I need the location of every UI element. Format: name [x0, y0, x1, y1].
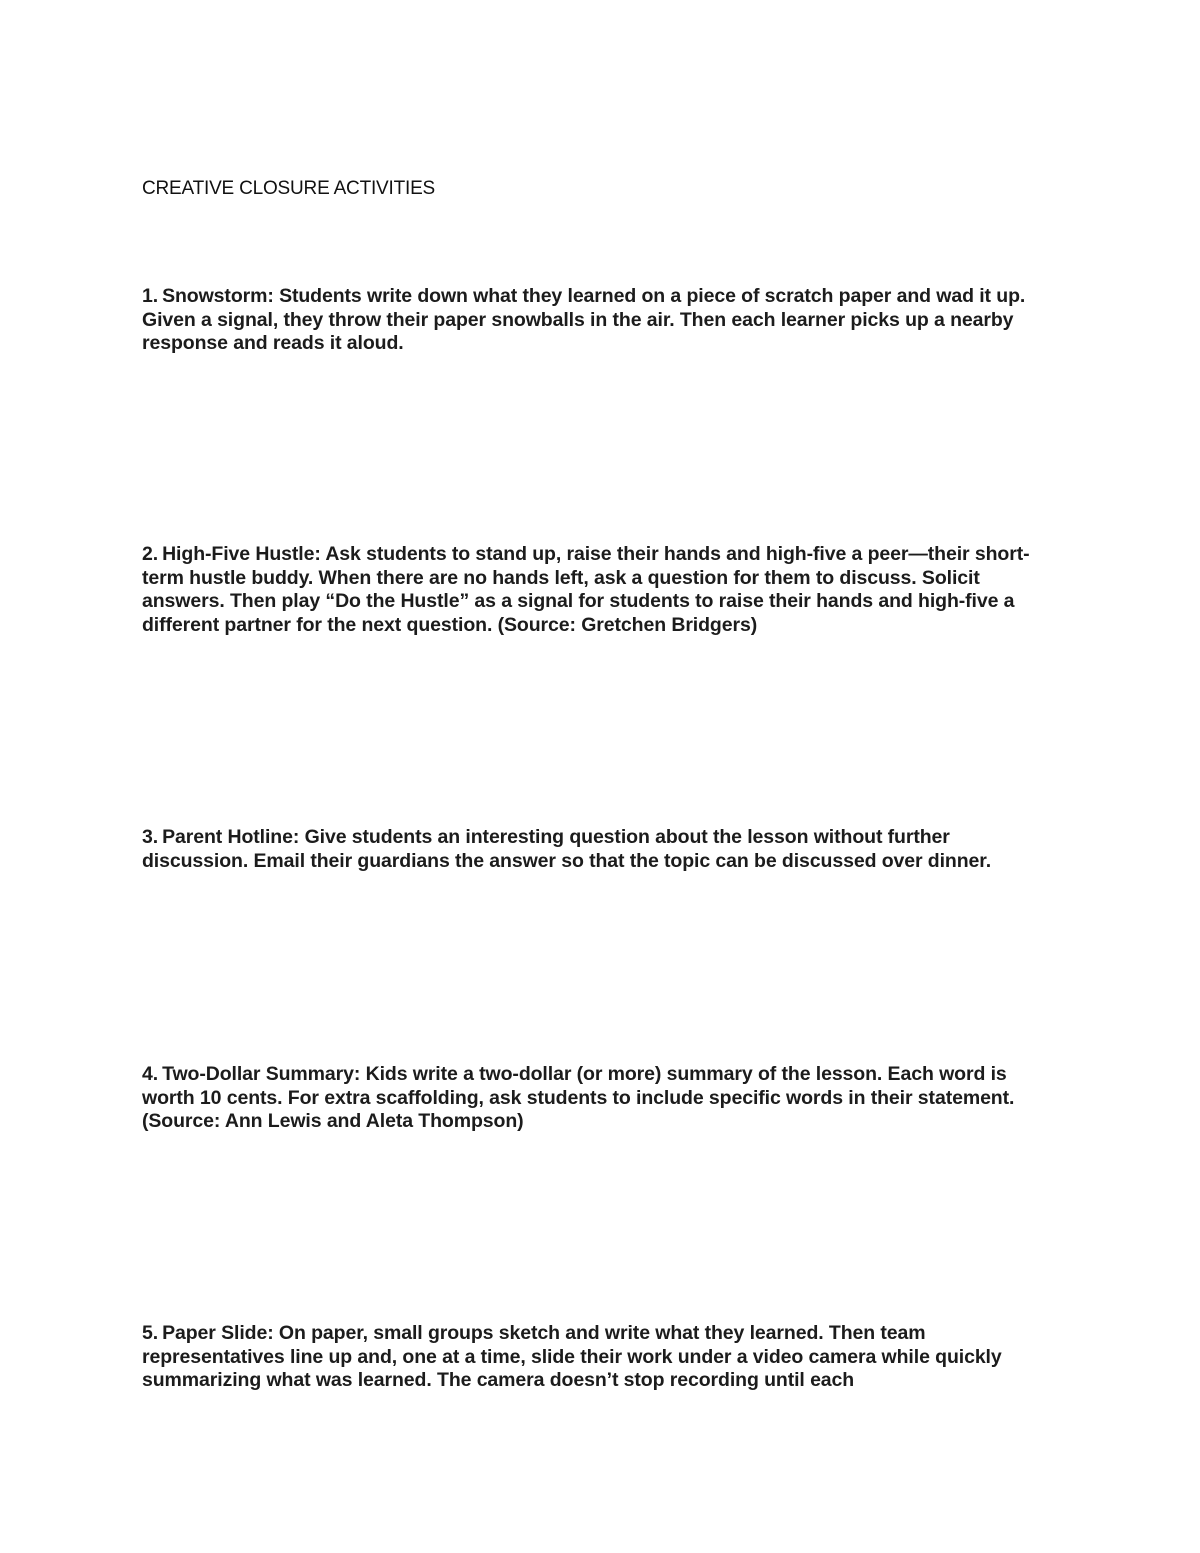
list-item — [142, 1063, 1057, 1134]
item-text: Snowstorm: Students write down what they learned on a piece of scratch paper and wad it up. Given a signal, they throw their paper snowballs in the air. Then each learner picks up a nearby response and reads it aloud. — [142, 285, 1026, 354]
item-number: 3. — [142, 826, 159, 848]
document-title: CREATIVE CLOSURE ACTIVITIES — [142, 178, 436, 199]
list-item — [142, 285, 1057, 356]
item-number: 4. — [142, 1063, 159, 1085]
item-number: 5. — [142, 1322, 159, 1344]
list-item — [142, 826, 1057, 873]
item-text: Parent Hotline: Give students an interesting question about the lesson without further discussion. Email their guardians the answer so that the topic can be discussed over dinner. — [142, 826, 992, 872]
item-number: 1. — [142, 285, 159, 307]
list-item — [142, 1322, 1057, 1393]
item-number: 2. — [142, 543, 159, 565]
item-text: Two-Dollar Summary: Kids write a two-dollar (or more) summary of the lesson. Each word is worth 10 cents. For extra scaffolding, ask students to include specific words in their statement. (Source: Ann Lewis and Aleta Thompson) — [142, 1063, 1015, 1132]
list-item — [142, 543, 1057, 637]
item-text: Paper Slide: On paper, small groups sketch and write what they learned. Then team representatives line up and, one at a time, slide their work under a video camera while quickly summarizing what was learned. The camera doesn’t stop recording until each — [142, 1322, 1002, 1391]
item-text: High-Five Hustle: Ask students to stand up, raise their hands and high-five a peer—their short-term hustle buddy. When there are no hands left, ask a question for them to discuss. Solicit answers. Then play “Do the Hustle” as a signal for students to raise their hands and high-five a different partner for the next question. (Source: Gretchen Bridgers) — [142, 543, 1030, 636]
